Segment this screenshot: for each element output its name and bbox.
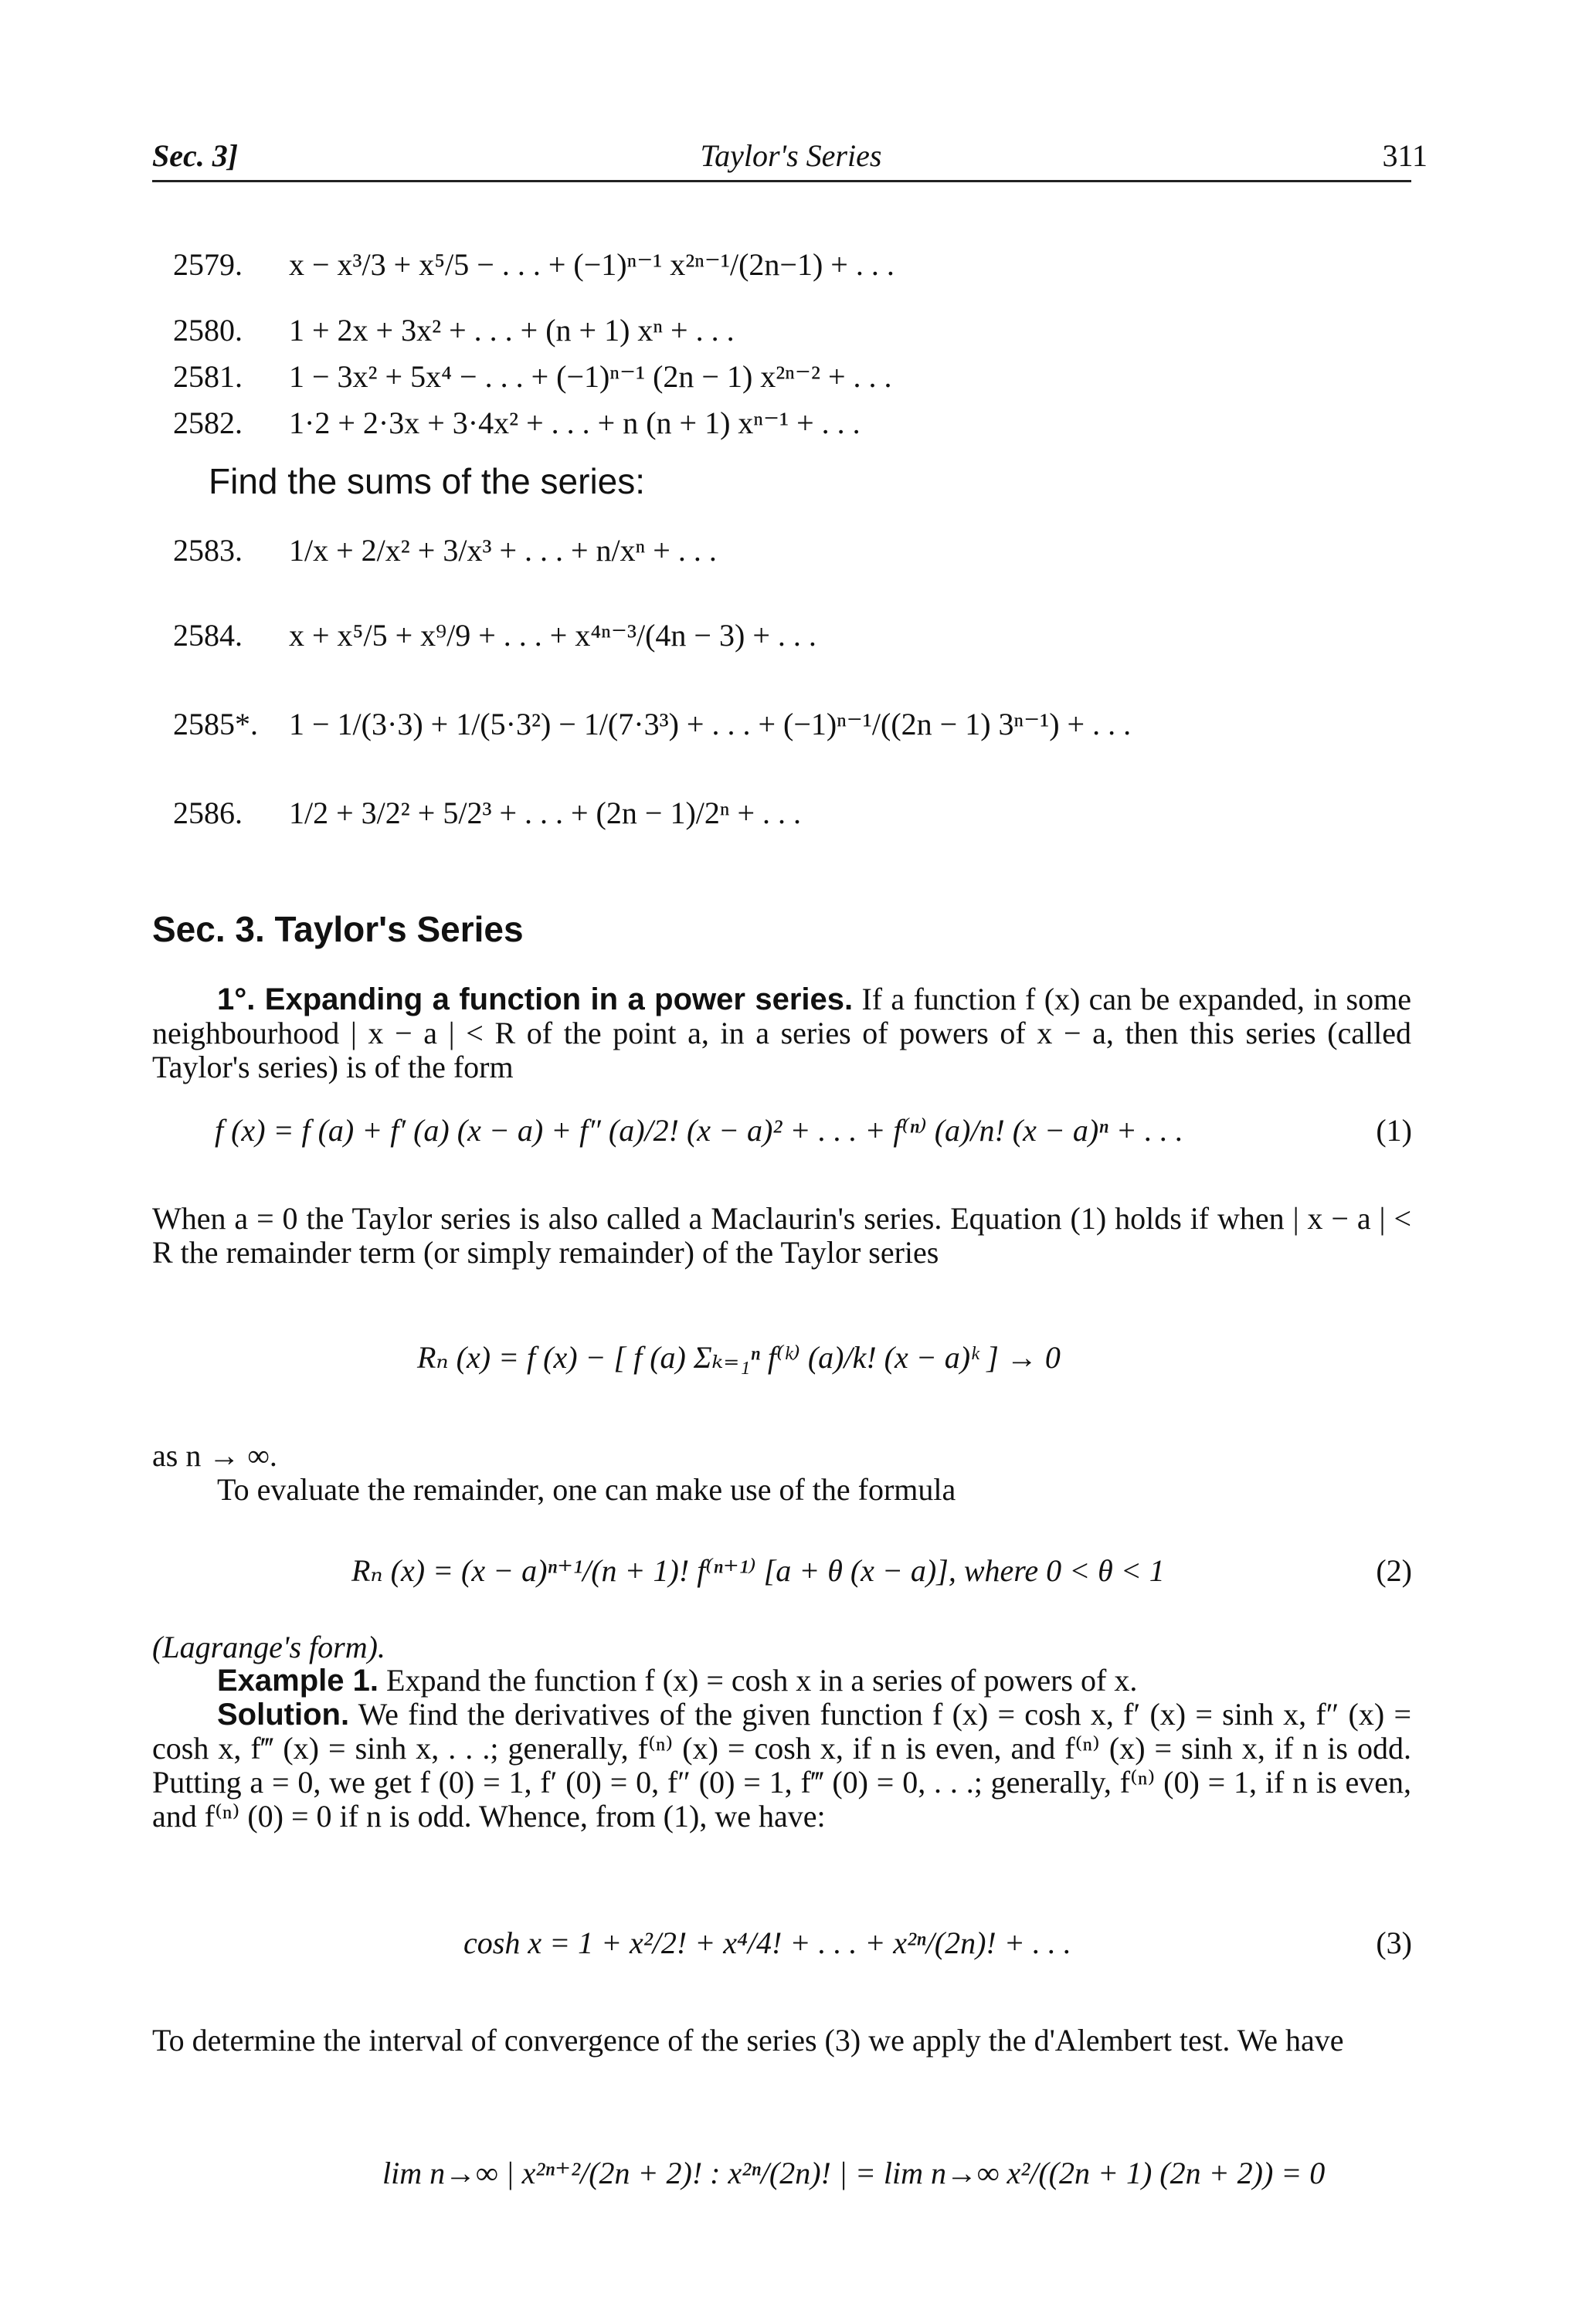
problem-2581: 2581. 1 − 3x² + 5x⁴ − . . . + (−1)ⁿ⁻¹ (2n − 1) x²ⁿ⁻² + . . . bbox=[173, 359, 892, 394]
equation-number-1: (1) bbox=[1376, 1113, 1412, 1148]
remainder-formula: Rₙ (x) = f (x) − [ f (a) Σₖ₌₁ⁿ f⁽ᵏ⁾ (a)/k! (x − a)ᵏ ] → 0 bbox=[417, 1340, 1061, 1375]
equation-number-2: (2) bbox=[1376, 1553, 1412, 1588]
example-paragraph: Example 1. Expand the function f (x) = cosh x in a series of powers of x. bbox=[217, 1663, 1138, 1698]
page-number: 311 bbox=[1382, 138, 1428, 173]
section-title: Sec. 3. Taylor's Series bbox=[152, 909, 524, 949]
problem-2582: 2582. 1·2 + 2·3x + 3·4x² + . . . + n (n + 1) xⁿ⁻¹ + . . . bbox=[173, 405, 861, 440]
header-rule bbox=[152, 180, 1411, 182]
subsection-label: 1°. Expanding a function in a power series. bbox=[217, 982, 854, 1016]
dalembert-paragraph: To determine the interval of convergence of the series (3) we apply the d'Alembert test. We have bbox=[152, 2023, 1344, 2058]
intro-paragraph: 1°. Expanding a function in a power series. If a function f (x) can be expanded, in some neighbourhood | x − a | < R of the point a, in a series of powers of x − a, then this series (called Taylor's series) is of the form bbox=[152, 982, 1411, 1084]
problem-2580: 2580. 1 + 2x + 3x² + . . . + (n + 1) xⁿ + . . . bbox=[173, 313, 735, 348]
problem-2584: 2584. x + x⁵/5 + x⁹/9 + . . . + x⁴ⁿ⁻³/(4n − 3) + . . . bbox=[173, 618, 816, 653]
cosh-series: cosh x = 1 + x²/2! + x⁴/4! + . . . + x²ⁿ/(2n)! + . . . bbox=[463, 1925, 1071, 1960]
example-label: Example 1. bbox=[217, 1664, 379, 1698]
problem-2579: 2579. x − x³/3 + x⁵/5 − . . . + (−1)ⁿ⁻¹ x²ⁿ⁻¹/(2n−1) + . . . bbox=[173, 247, 895, 282]
running-head-title: Taylor's Series bbox=[700, 138, 882, 173]
maclaurin-paragraph: When a = 0 the Taylor series is also called a Maclaurin's series. Equation (1) holds if when | x − a | < R the remainder term (or simply remainder) of the Taylor series bbox=[152, 1201, 1411, 1270]
evaluate-remainder-text: To evaluate the remainder, one can make use of the formula bbox=[217, 1472, 956, 1507]
lagrange-formula: Rₙ (x) = (x − a)ⁿ⁺¹/(n + 1)! f⁽ⁿ⁺¹⁾ [a + θ (x − a)], where 0 < θ < 1 bbox=[351, 1553, 1165, 1588]
problem-2583: 2583. 1/x + 2/x² + 3/x³ + . . . + n/xⁿ + . . . bbox=[173, 533, 717, 568]
solution-paragraph: Solution. We find the derivatives of the given function f (x) = cosh x, f′ (x) = sinh x, f″ (x) = cosh x, f‴ (x) = sinh x, . . .; generally, f⁽ⁿ⁾ (x) = cosh x, if n is even, and f⁽ⁿ⁾ (x) = sinh x, if n is odd. Putting a = 0, we get f (0) = 1, f′ (0) = 0, f″ (0) = 1, f‴ (0) = 0, . . .; generally, f⁽ⁿ⁾ (0) = 1, if n is even, and f⁽ⁿ⁾ (0) = 0 if n is odd. Whence, from (1), we have: bbox=[152, 1697, 1411, 1834]
as-n-to-infinity: as n → ∞. bbox=[152, 1438, 277, 1473]
equation-number-3: (3) bbox=[1376, 1925, 1412, 1960]
solution-label: Solution. bbox=[217, 1698, 350, 1732]
find-sums-heading: Find the sums of the series: bbox=[209, 461, 646, 501]
problem-2585: 2585*. 1 − 1/(3·3) + 1/(5·3²) − 1/(7·3³) + . . . + (−1)ⁿ⁻¹/((2n − 1) 3ⁿ⁻¹) + . . . bbox=[173, 707, 1132, 741]
lagrange-form-label: (Lagrange's form). bbox=[152, 1630, 385, 1664]
limit-formula: lim n→∞ | x²ⁿ⁺²/(2n + 2)! : x²ⁿ/(2n)! | = lim n→∞ x²/((2n + 1) (2n + 2)) = 0 bbox=[382, 2156, 1326, 2190]
taylor-formula: f (x) = f (a) + f′ (a) (x − a) + f″ (a)/2! (x − a)² + . . . + f⁽ⁿ⁾ (a)/n! (x − a)ⁿ + . . . bbox=[215, 1113, 1183, 1148]
problem-2586: 2586. 1/2 + 3/2² + 5/2³ + . . . + (2n − 1)/2ⁿ + . . . bbox=[173, 796, 802, 830]
running-head-section: Sec. 3] bbox=[152, 138, 239, 173]
